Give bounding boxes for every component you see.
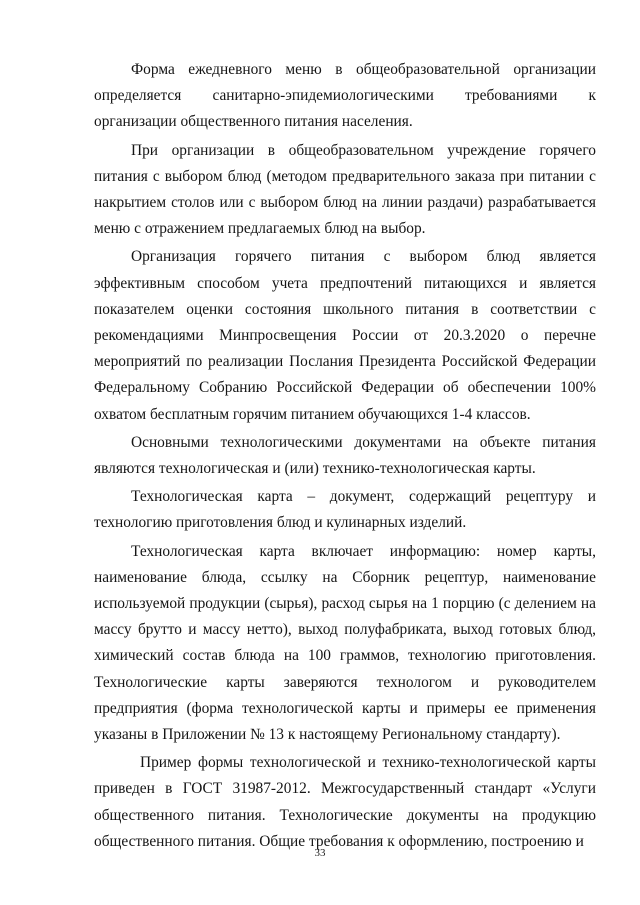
body-text bbox=[94, 57, 596, 855]
paragraph-hot-meal-choice: При организации в общеобразовательном учреждение горячего питания с выбором блюд (методом предварительного заказа при питании с накрытием столов или с выбором блюд на линии раздачи) разрабатывается меню с отражением предлагаемых блюд на выбор. bbox=[94, 141, 596, 238]
paragraph-tech-documents: Основными технологическими документами на объекте питания являются технологическая и (или) технико-технологическая карты. bbox=[94, 433, 596, 478]
paragraph-meal-organization: Организация горячего питания с выбором блюд является эффективным способом учета предпочтений питающихся и является показателем оценки состояния школьного питания в соответствии с рекомендациями Минпросвещения России от 20.3.2020 о перечне мероприятий по реализации Послания Президента Российской Федерации Федеральному Собранию Российской Федерации об обеспечении 100% охватом бесплатным горячим питанием обучающихся 1-4 классов. bbox=[94, 248, 596, 423]
paragraph-menu-form: Форма ежедневного меню в общеобразовательной организации определяется санитарно-эпидемиологическими требованиями к организации общественного питания населения. bbox=[94, 61, 596, 131]
paragraph-gost-example: Пример формы технологической и технико-технологической карты приведен в ГОСТ 31987-2012. Межгосударственный стандарт «Услуги общественного питания. Технологические документы на продукцию общественного питания. Общие требования к оформлению, построению и bbox=[94, 754, 596, 850]
paragraph-tech-card-contents: Технологическая карта включает информацию: номер карты, наименование блюда, ссылку на Сборник рецептур, наименование используемой продукции (сырья), расход сырья на 1 порцию (с делением на массу брутто и массу нетто), выход полуфабриката, выход готовых блюд, химический состав блюда на 100 граммов, технологию приготовления. Технологические карты заверяются технологом и руководителем предприятия (форма технологической карты и примеры ее применения указаны в Приложении № 13 к настоящему Региональному стандарту). bbox=[94, 542, 596, 744]
paragraph-tech-card-definition: Технологическая карта – документ, содержащий рецептуру и технологию приготовления блюд и кулинарных изделий. bbox=[94, 488, 596, 532]
page-number: 33 bbox=[314, 847, 326, 859]
